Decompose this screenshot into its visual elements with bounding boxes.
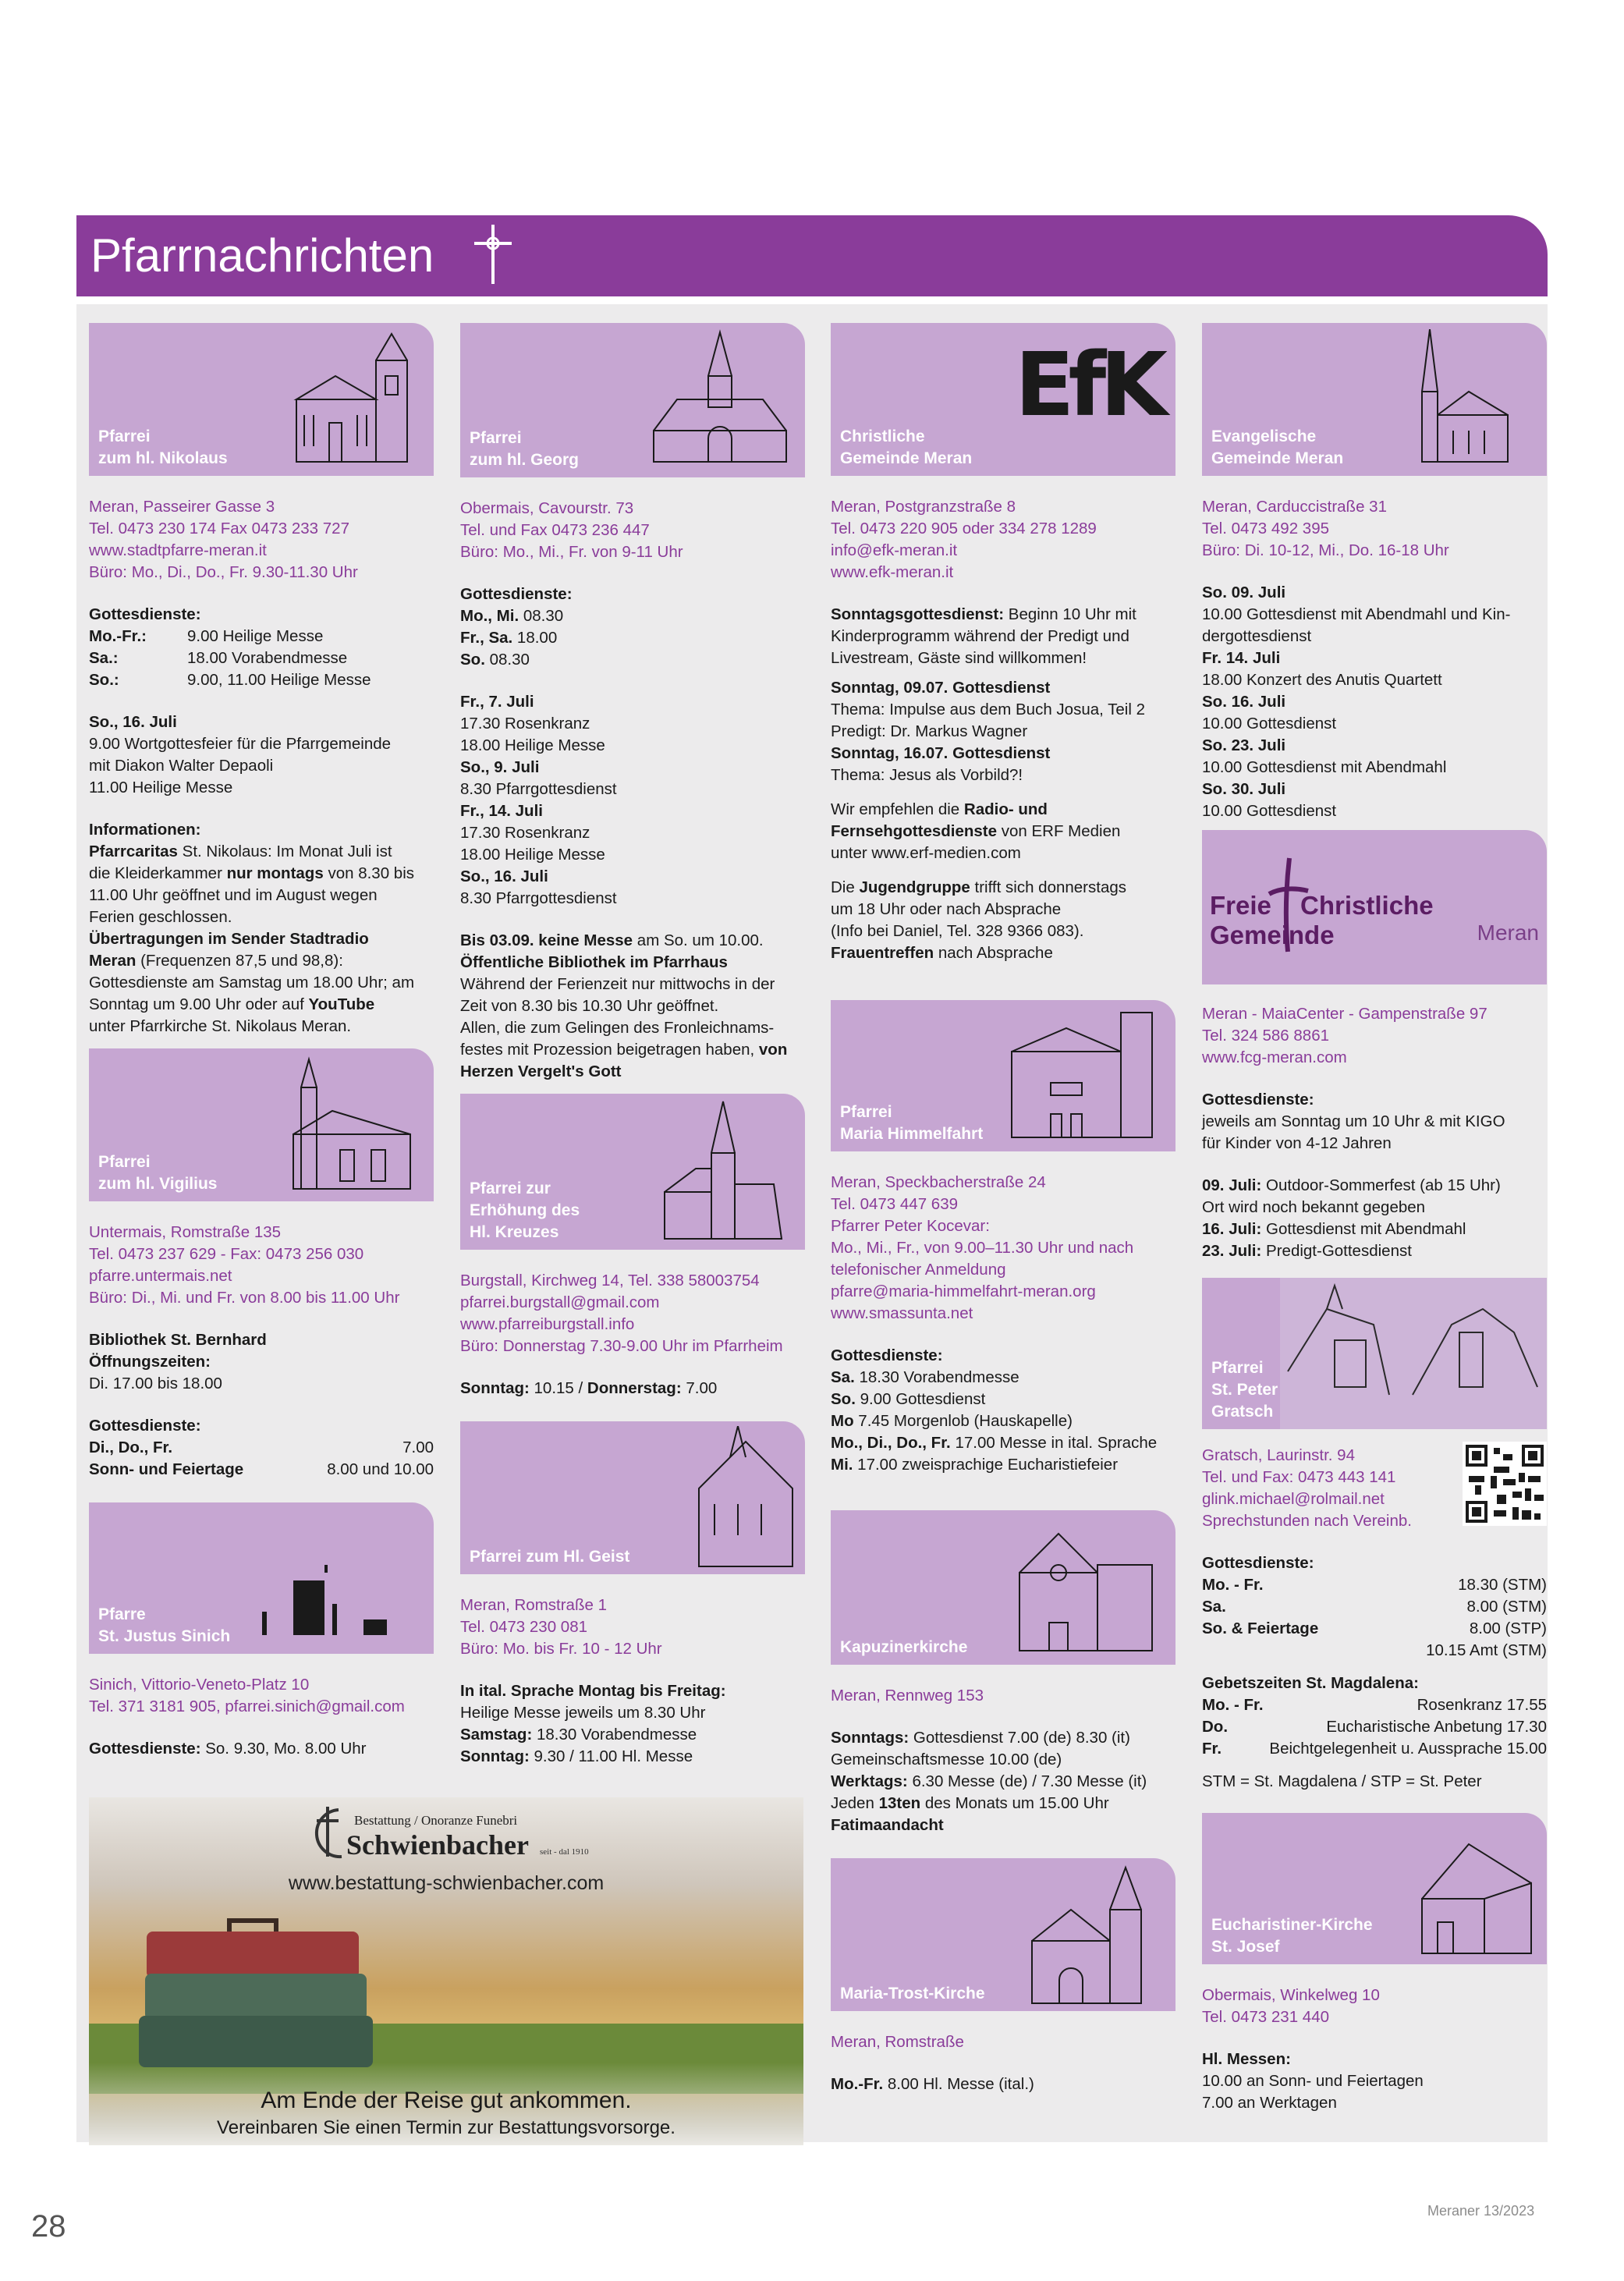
efk-text: (Info bei Daniel, Tel. 328 9366 083). [831,922,1084,940]
eucharistiner-name: Eucharistiner-Kirche St. Josef [1211,1916,1373,1956]
trost-service: Mo.-Fr. 8.00 Hl. Messe (ital.) [831,2075,1034,2093]
georg-note: Zeit von 8.30 bis 10.30 Uhr geöffnet. [460,997,719,1015]
church-illustration-icon [646,329,794,470]
georg-note: festes mit Prozession beigetragen haben, von [460,1041,788,1059]
eucharistiner-phone: Tel. 0473 231 440 [1202,2008,1329,2026]
fcg-services-heading: Gottesdienste: [1202,1091,1314,1109]
himmelfahrt-address: Meran, Speckbacherstraße 24 [831,1173,1046,1191]
gratsch-consulting-hours: Sprechstunden nach Vereinb. [1202,1512,1412,1530]
funeral-advertisement[interactable] [89,1797,803,2145]
nikolaus-address: Meran, Passeirer Gasse 3 [89,498,275,516]
gratsch-info [1202,1445,1547,1793]
geist-service: Samstag: 18.30 Vorabendmesse [460,1726,697,1744]
justus-header-box [89,1502,434,1654]
church-illustration-icon [1012,1518,1160,1658]
efk-event-heading: Sonntag, 16.07. Gottesdienst [831,744,1051,762]
ad-since: seit - dal 1910 [540,1847,589,1857]
himmelfahrt-info [831,1172,1175,1476]
justus-info [89,1674,434,1760]
georg-note: Öffentliche Bibliothek im Pfarrhaus [460,953,728,971]
justus-name: Pfarre St. Justus Sinich [98,1605,231,1645]
evangelisch-event: 10.00 Gottesdienst mit Abendmahl [1202,758,1447,776]
kapuziner-service: Werktags: 6.30 Messe (de) / 7.30 Messe (it) [831,1772,1147,1790]
gratsch-prayer-row: Fr. Beichtgelegenheit u. Aussprache 15.00 [1202,1740,1547,1758]
column-4 [1202,323,1547,2114]
church-illustration-icon [657,1098,789,1243]
efk-text: Livestream, Gäste sind willkommen! [831,649,1087,667]
gratsch-prayer-heading: Gebetszeiten St. Magdalena: [1202,1674,1419,1692]
fcg-service: jeweils am Sonntag um 10 Uhr & mit KIGO [1202,1112,1505,1130]
nikolaus-caritas-text: die Kleiderkammer nur montags von 8.30 bis [89,864,414,882]
georg-service: So. 08.30 [460,651,530,669]
fcg-info [1202,1003,1547,1262]
fcg-address: Meran - MaiaCenter - Gampenstraße 97 [1202,1005,1487,1023]
evangelisch-event: 10.00 Gottesdienst mit Abendmahl und Kin- [1202,605,1511,623]
trost-address: Meran, Romstraße [831,2033,964,2051]
gratsch-phone: Tel. und Fax: 0473 443 141 [1202,1468,1396,1486]
vigilius-service-row: Sonn- und Feiertage 8.00 und 10.00 [89,1460,434,1478]
fcg-event: 09. Juli: Outdoor-Sommerfest (ab 15 Uhr) [1202,1176,1501,1194]
nikolaus-caritas-text: Ferien geschlossen. [89,908,232,926]
gratsch-prayer-row: Do. Eucharistische Anbetung 17.30 [1202,1718,1547,1736]
himmelfahrt-phone: Tel. 0473 447 639 [831,1195,958,1213]
evangelisch-phone: Tel. 0473 492 395 [1202,520,1329,537]
efk-email-link[interactable]: info@efk-meran.it [831,541,958,559]
church-illustration-icon [285,1056,418,1197]
geist-services-heading: In ital. Sprache Montag bis Freitag: [460,1682,726,1700]
trost-header-box [831,1858,1175,2011]
eucharistiner-service: 10.00 an Sonn- und Feiertagen [1202,2072,1424,2090]
efk-event-heading: Sonntag, 09.07. Gottesdienst [831,679,1051,697]
church-illustration-icon [1280,1278,1547,1429]
himmelfahrt-email-link[interactable]: pfarre@maria-himmelfahrt-meran.org [831,1282,1096,1300]
gratsch-service-row: Sa. 8.00 (STM) [1202,1598,1547,1616]
efk-text: um 18 Uhr oder nach Absprache [831,900,1062,918]
evangelisch-info [1202,496,1547,822]
efk-text: unter www.erf-medien.com [831,844,1021,862]
ad-brand: Schwienbacher [346,1829,529,1861]
eucharistiner-address: Obermais, Winkelweg 10 [1202,1986,1380,2004]
nikolaus-office-hours: Büro: Mo., Di., Do., Fr. 9.30-11.30 Uhr [89,563,358,581]
himmelfahrt-pastor: Pfarrer Peter Kocevar: [831,1217,990,1235]
georg-note: Während der Ferienzeit nur mittwochs in der [460,975,775,993]
efk-logo: EfK [1014,335,1161,436]
evangelisch-address: Meran, Carduccistraße 31 [1202,498,1387,516]
nikolaus-info [89,496,434,1038]
nikolaus-radio-heading: Übertragungen im Sender Stadtradio [89,930,369,948]
gratsch-legend: STM = St. Magdalena / STP = St. Peter [1202,1772,1482,1790]
evangelisch-date: So. 30. Juli [1202,780,1286,798]
georg-event: 8.30 Pfarrgottesdienst [460,780,617,798]
column-3 [831,323,1175,2095]
efk-header-box [831,323,1175,476]
fcg-logo-box [1202,830,1547,984]
efk-info [831,496,1175,964]
himmelfahrt-service: Sa. 18.30 Vorabendmesse [831,1368,1019,1386]
geist-phone: Tel. 0473 230 081 [460,1618,587,1636]
efk-name: Christliche Gemeinde Meran [840,427,973,467]
trost-name: Maria-Trost-Kirche [840,1985,985,2003]
kapuziner-service: Gemeinschaftsmesse 10.00 (de) [831,1751,1062,1768]
georg-name: Pfarrei zum hl. Georg [470,429,580,469]
gratsch-header-box [1202,1278,1547,1429]
kapuziner-address: Meran, Rennweg 153 [831,1687,984,1705]
fcg-event: 23. Juli: Predigt-Gottesdienst [1202,1242,1412,1260]
cross-icon [471,223,515,286]
gratsch-service-row: 10.15 Amt (STM) [1426,1641,1547,1659]
church-illustration-icon [1024,1863,1157,2008]
evangelisch-date: So. 16. Juli [1202,693,1286,711]
kreuzes-address: Burgstall, Kirchweg 14, Tel. 338 58003754 [460,1272,760,1289]
gratsch-services-heading: Gottesdienste: [1202,1554,1314,1572]
church-illustration-icon [683,1426,800,1571]
vigilius-info [89,1222,434,1481]
church-illustration-icon [1375,1821,1539,1961]
fcg-event: 16. Juli: Gottesdienst mit Abendmahl [1202,1220,1466,1238]
efk-text: Kinderprogramm während der Predigt und [831,627,1129,645]
georg-services-heading: Gottesdienste: [460,585,573,603]
nikolaus-services-heading: Gottesdienste: [89,605,201,623]
evangelisch-date: Fr. 14. Juli [1202,649,1281,667]
georg-date: Fr., 14. Juli [460,802,543,820]
nikolaus-special-heading: So., 16. Juli [89,713,177,731]
church-illustration-icon [1004,1005,1160,1145]
georg-address: Obermais, Cavourstr. 73 [460,499,634,517]
ad-brand-small: Bestattung / Onoranze Funebri [354,1813,518,1828]
evangelisch-name: Evangelische Gemeinde Meran [1211,427,1344,467]
geist-name: Pfarrei zum Hl. Geist [470,1548,630,1566]
gratsch-service-row: Mo. - Fr. 18.30 (STM) [1202,1576,1547,1594]
efk-text: Wir empfehlen die Radio- und [831,800,1048,818]
column-2 [460,323,805,1768]
evangelisch-header-box [1202,323,1547,476]
gratsch-service-row: So. & Feiertage 8.00 (STP) [1202,1619,1547,1637]
justus-services: Gottesdienste: So. 9.30, Mo. 8.00 Uhr [89,1740,367,1758]
himmelfahrt-services-heading: Gottesdienste: [831,1346,943,1364]
georg-event: 17.30 Rosenkranz [460,715,590,733]
evangelisch-event: 10.00 Gottesdienst [1202,715,1337,733]
georg-office-hours: Büro: Mo., Mi., Fr. von 9-11 Uhr [460,543,683,561]
georg-event: 17.30 Rosenkranz [460,824,590,842]
fcg-web-link[interactable]: www.fcg-meran.com [1202,1048,1347,1066]
himmelfahrt-service: So. 9.00 Gottesdienst [831,1390,986,1408]
georg-service: Mo., Mi. 08.30 [460,607,564,625]
vigilius-phone: Tel. 0473 237 629 - Fax: 0473 256 030 [89,1245,364,1263]
georg-note: Herzen Vergelt's Gott [460,1062,622,1080]
efk-text: Thema: Impulse aus dem Buch Josua, Teil 2 [831,701,1145,718]
georg-note: Allen, die zum Gelingen des Fronleichnams- [460,1019,775,1037]
kreuzes-email-link[interactable]: pfarrei.burgstall@gmail.com [460,1293,660,1311]
eucharistiner-service: 7.00 an Werktagen [1202,2094,1337,2112]
kreuzes-office-hours: Büro: Donnerstag 7.30-9.00 Uhr im Pfarrheim [460,1337,783,1355]
kapuziner-service: Jeden 13ten des Monats um 15.00 Uhr [831,1794,1109,1812]
georg-date: So., 9. Juli [460,758,540,776]
kapuziner-service: Sonntags: Gottesdienst 7.00 (de) 8.30 (it) [831,1729,1130,1747]
nikolaus-radio-text: Gottesdienste am Samstag um 18.00 Uhr; am [89,974,415,992]
kapuziner-header-box [831,1510,1175,1665]
ad-subline: Vereinbaren Sie einen Termin zur Bestattungsvorsorge. [217,2117,675,2138]
vigilius-library-hours: Di. 17.00 bis 18.00 [89,1375,222,1392]
himmelfahrt-header-box [831,1000,1175,1151]
nikolaus-web-link[interactable]: www.stadtpfarre-meran.it [89,541,267,559]
evangelisch-event: dergottesdienst [1202,627,1312,645]
georg-service: Fr., Sa. 18.00 [460,629,558,647]
issue-label: Meraner 13/2023 [1427,2203,1535,2219]
vigilius-address: Untermais, Romstraße 135 [89,1223,282,1241]
kreuzes-services: Sonntag: 10.15 / Donnerstag: 7.00 [460,1379,718,1397]
efk-text: Fernsehgottesdienste von ERF Medien [831,822,1121,840]
kapuziner-name: Kapuzinerkirche [840,1638,968,1656]
nikolaus-special-line: 11.00 Heilige Messe [89,779,233,796]
ad-slogan: Am Ende der Reise gut ankommen. [261,2088,632,2113]
eucharistiner-header-box [1202,1813,1547,1964]
kreuzes-name: Pfarrei zur Erhöhung des Hl. Kreuzes [470,1180,580,1241]
kreuzes-web-link[interactable]: www.pfarreiburgstall.info [460,1315,635,1333]
vigilius-service-row: Di., Do., Fr. 7.00 [89,1438,434,1456]
fcg-phone: Tel. 324 586 8861 [1202,1027,1329,1045]
nikolaus-service-row: So.: 9.00, 11.00 Heilige Messe [89,671,371,689]
vigilius-library-hours-heading: Öffnungszeiten: [89,1353,211,1371]
nikolaus-radio-text: Sonntag um 9.00 Uhr oder auf YouTube [89,995,375,1013]
geist-office-hours: Büro: Mo. bis Fr. 10 - 12 Uhr [460,1640,662,1658]
evangelisch-event: 10.00 Gottesdienst [1202,802,1337,820]
church-illustration-icon [1399,329,1516,470]
kapuziner-service: Fatimaandacht [831,1816,944,1834]
kreuzes-info [460,1270,805,1399]
vigilius-header-box [89,1048,434,1201]
evangelisch-event: 18.00 Konzert des Anutis Quartett [1202,671,1442,689]
church-illustration-icon [246,1565,402,1651]
efk-text: Predigt: Dr. Markus Wagner [831,722,1028,740]
fcg-logo-word: Freie [1210,891,1271,920]
fcg-logo-word: Christliche Gemeinde [1210,891,1434,949]
efk-text: Die Jugendgruppe trifft sich donnerstags [831,878,1126,896]
geist-service: Sonntag: 9.30 / 11.00 Hl. Messe [460,1747,693,1765]
nikolaus-radio-text: Meran (Frequenzen 87,5 und 98,8): [89,952,343,970]
vigilius-web-link[interactable]: pfarre.untermais.net [89,1267,232,1285]
efk-phone: Tel. 0473 220 905 oder 334 278 1289 [831,520,1097,537]
geist-service: Heilige Messe jeweils um 8.30 Uhr [460,1704,706,1722]
geist-header-box [460,1421,805,1574]
himmelfahrt-web-link[interactable]: www.smassunta.net [831,1304,973,1322]
georg-note: Bis 03.09. keine Messe am So. um 10.00. [460,931,764,949]
eucharistiner-services-heading: Hl. Messen: [1202,2050,1291,2068]
gratsch-name: Pfarrei St. Peter Gratsch [1211,1359,1278,1421]
efk-text: Frauentreffen nach Absprache [831,944,1053,962]
georg-info [460,498,805,1083]
geist-address: Meran, Romstraße 1 [460,1596,607,1614]
efk-text: Thema: Jesus als Vorbild?! [831,766,1023,784]
georg-header-box [460,323,805,477]
trost-info [831,2031,1175,2095]
fcg-logo-city: Meran [1477,921,1539,945]
nikolaus-phone: Tel. 0473 230 174 Fax 0473 233 727 [89,520,349,537]
church-illustration-icon [289,329,429,470]
himmelfahrt-name: Pfarrei Maria Himmelfahrt [840,1103,984,1143]
fcg-event: Ort wird noch bekannt gegeben [1202,1198,1426,1216]
evangelisch-date: So. 23. Juli [1202,736,1286,754]
nikolaus-caritas-text: Pfarrcaritas St. Nikolaus: Im Monat Juli ist [89,843,392,860]
ad-url-link[interactable]: www.bestattung-schwienbacher.com [288,1872,605,1894]
cross-logo-icon [298,1802,353,1863]
himmelfahrt-office-hours: Mo., Mi., Fr., von 9.00–11.30 Uhr und nach [831,1239,1134,1257]
geist-info [460,1595,805,1768]
qr-code-icon[interactable] [1463,1442,1547,1526]
efk-text: Sonntagsgottesdienst: Beginn 10 Uhr mit [831,605,1136,623]
nikolaus-special-line: mit Diakon Walter Depaoli [89,757,274,775]
georg-date: So., 16. Juli [460,867,548,885]
georg-event: 8.30 Pfarrgottesdienst [460,889,617,907]
nikolaus-radio-text: unter Pfarrkirche St. Nikolaus Meran. [89,1017,352,1035]
georg-phone: Tel. und Fax 0473 236 447 [460,521,650,539]
himmelfahrt-service: Mo 7.45 Morgenlob (Hauskapelle) [831,1412,1073,1430]
vigilius-office-hours: Büro: Di., Mi. und Fr. von 8.00 bis 11.00 Uhr [89,1289,400,1307]
kreuzes-header-box [460,1094,805,1250]
efk-web-link[interactable]: www.efk-meran.it [831,563,954,581]
nikolaus-service-row: Mo.-Fr.: 9.00 Heilige Messe [89,627,324,645]
nikolaus-info-heading: Informationen: [89,821,201,839]
himmelfahrt-service: Mi. 17.00 zweisprachige Eucharistiefeier [831,1456,1119,1474]
nikolaus-caritas-text: 11.00 Uhr geöffnet und im August wegen [89,886,378,904]
justus-phone: Tel. 371 3181 905, pfarrei.sinich@gmail.com [89,1697,405,1715]
evangelisch-date: So. 09. Juli [1202,584,1286,601]
page-number: 28 [31,2209,66,2244]
himmelfahrt-office-hours: telefonischer Anmeldung [831,1261,1006,1279]
himmelfahrt-service: Mo., Di., Do., Fr. 17.00 Messe in ital. Sprache [831,1434,1158,1452]
gratsch-address: Gratsch, Laurinstr. 94 [1202,1446,1355,1464]
nikolaus-name: Pfarrei zum hl. Nikolaus [98,427,228,467]
georg-event: 18.00 Heilige Messe [460,846,605,864]
georg-date: Fr., 7. Juli [460,693,534,711]
nikolaus-service-row: Sa.: 18.00 Vorabendmesse [89,649,348,667]
eucharistiner-info [1202,1985,1547,2114]
page-title: Pfarrnachrichten [90,229,434,282]
georg-event: 18.00 Heilige Messe [460,736,605,754]
evangelisch-office-hours: Büro: Di. 10-12, Mi., Do. 16-18 Uhr [1202,541,1449,559]
vigilius-services-heading: Gottesdienste: [89,1417,201,1435]
efk-address: Meran, Postgranzstraße 8 [831,498,1016,516]
justus-address: Sinich, Vittorio-Veneto-Platz 10 [89,1676,310,1694]
gratsch-email-link[interactable]: glink.michael@rolmail.net [1202,1490,1385,1508]
fcg-service: für Kinder von 4-12 Jahren [1202,1134,1392,1152]
vigilius-name: Pfarrei zum hl. Vigilius [98,1153,218,1193]
column-1 [89,323,434,1760]
gratsch-prayer-row: Mo. - Fr. Rosenkranz 17.55 [1202,1696,1547,1714]
kapuziner-info [831,1685,1175,1836]
nikolaus-special-line: 9.00 Wortgottesfeier für die Pfarrgemeinde [89,735,392,753]
nikolaus-header-box [89,323,434,476]
vigilius-library-heading: Bibliothek St. Bernhard [89,1331,267,1349]
